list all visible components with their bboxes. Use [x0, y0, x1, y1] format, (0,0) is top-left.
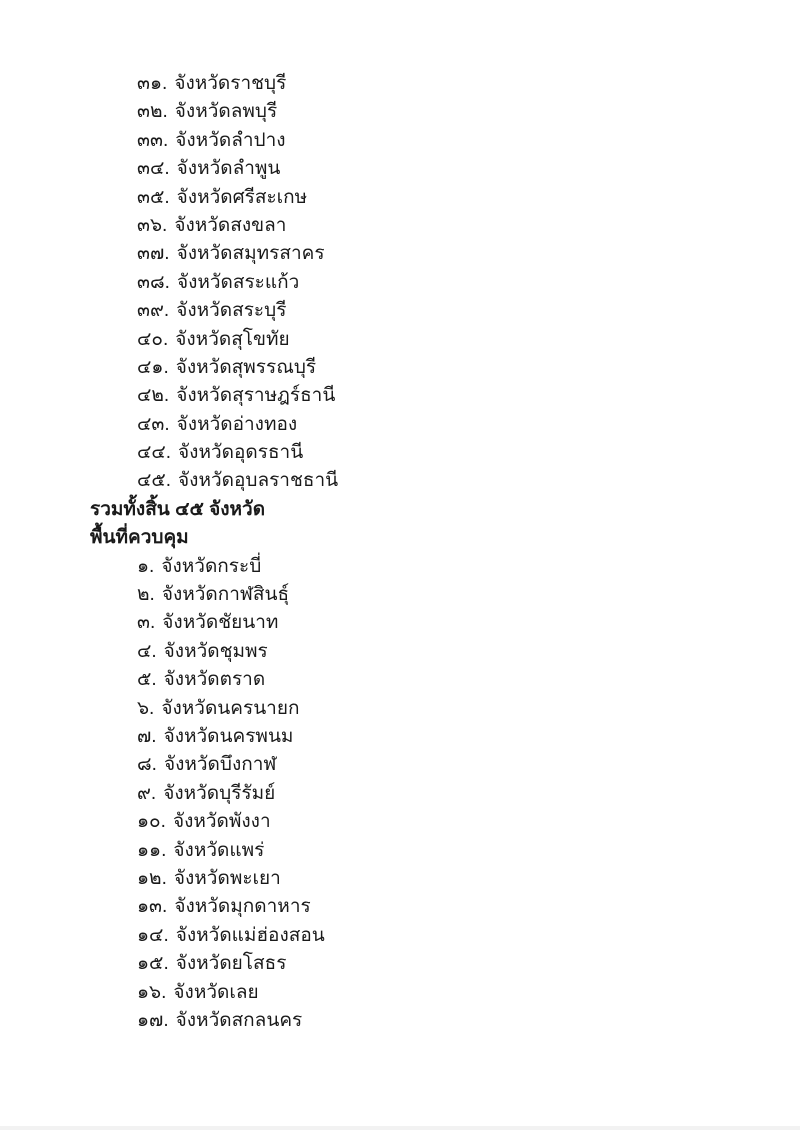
province-name: จังหวัดชัยนาท	[162, 612, 279, 634]
page-bottom-edge	[0, 1126, 800, 1130]
province-list-item	[0, 297, 800, 325]
province-list-item	[0, 269, 800, 297]
province-list-item	[0, 808, 800, 836]
item-number: ๙.	[137, 782, 157, 804]
item-number: ๔๓.	[137, 413, 170, 435]
province-name: จังหวัดสุราษฎร์ธานี	[176, 385, 336, 407]
item-number: ๓.	[137, 612, 156, 634]
item-number: ๓๘.	[137, 271, 170, 293]
province-list-item	[0, 666, 800, 694]
province-name: จังหวัดบุรีรัมย์	[163, 782, 276, 804]
item-number: ๑๔.	[137, 924, 169, 946]
province-list-item	[0, 979, 800, 1007]
province-list-item	[0, 127, 800, 155]
province-name: จังหวัดสงขลา	[174, 214, 287, 236]
province-list-item	[0, 837, 800, 865]
province-name: จังหวัดสระแก้ว	[176, 271, 300, 293]
province-list-item	[0, 950, 800, 978]
province-list-item	[0, 212, 800, 240]
province-list-item	[0, 893, 800, 921]
province-list-item	[0, 553, 800, 581]
item-number: ๑๗.	[137, 1009, 169, 1031]
item-number: ๓๙.	[137, 300, 170, 322]
province-list-item	[0, 184, 800, 212]
province-name: จังหวัดมุกดาหาร	[174, 896, 311, 918]
province-list-item	[0, 155, 800, 183]
province-list-item	[0, 411, 800, 439]
item-number: ๖.	[137, 697, 155, 719]
province-name: จังหวัดกระบี่	[161, 555, 262, 577]
province-list-item	[0, 439, 800, 467]
province-list-item	[0, 922, 800, 950]
province-name: จังหวัดสระบุรี	[176, 300, 287, 322]
province-list-item	[0, 751, 800, 779]
province-name: จังหวัดสกลนคร	[175, 1009, 303, 1031]
item-number: ๓๗.	[137, 243, 170, 265]
item-number: ๔.	[137, 640, 157, 662]
item-number: ๕.	[137, 669, 157, 691]
item-number: ๔๔.	[137, 442, 172, 464]
item-number: ๓๓.	[137, 129, 169, 151]
item-number: ๑.	[137, 555, 155, 577]
province-list-item	[0, 695, 800, 723]
item-number: ๑๑.	[137, 839, 167, 861]
total-provinces-line: รวมทั้งสิ้น ๔๕ จังหวัด	[90, 498, 266, 520]
province-list-item	[0, 1007, 800, 1035]
province-list-item	[0, 98, 800, 126]
section-heading-controlled-area: พื้นที่ควบคุม	[90, 527, 189, 549]
province-name: จังหวัดนครพนม	[163, 725, 294, 747]
province-name: จังหวัดราชบุรี	[174, 73, 287, 94]
province-list-item	[0, 382, 800, 410]
province-list-item	[0, 638, 800, 666]
province-name: จังหวัดตราด	[163, 669, 266, 691]
province-name: จังหวัดสุโขทัย	[175, 328, 290, 350]
item-number: ๔๒.	[137, 385, 170, 407]
item-number: ๒.	[137, 584, 155, 606]
province-name: จังหวัดเลย	[173, 981, 259, 1003]
item-number: ๑๓.	[137, 896, 168, 918]
province-name: จังหวัดแพร่	[173, 839, 265, 861]
province-list-item	[0, 467, 800, 495]
item-number: ๓๑.	[137, 73, 168, 94]
province-name: จังหวัดลำปาง	[175, 129, 286, 151]
province-list-item	[0, 70, 800, 98]
item-number: ๗.	[137, 725, 157, 747]
province-name: จังหวัดสุพรรณบุรี	[175, 356, 317, 378]
item-number: ๔๐.	[137, 328, 169, 350]
province-name: จังหวัดพะเยา	[173, 867, 281, 889]
province-name: จังหวัดกาฬสินธุ์	[161, 584, 290, 606]
province-name: จังหวัดพังงา	[172, 811, 271, 833]
province-name: จังหวัดศรีสะเกษ	[176, 186, 308, 208]
province-list-item	[0, 865, 800, 893]
item-number: ๑๕.	[137, 953, 169, 975]
province-list-item	[0, 609, 800, 637]
province-name: จังหวัดสมุทรสาคร	[176, 243, 325, 265]
province-list-item	[0, 354, 800, 382]
province-name: จังหวัดอุดรธานี	[178, 442, 304, 464]
item-number: ๓๖.	[137, 214, 168, 236]
province-list-item	[0, 723, 800, 751]
item-number: ๓๔.	[137, 158, 170, 180]
province-name: จังหวัดลพบุรี	[174, 101, 278, 123]
province-list-lower	[0, 553, 800, 1036]
province-name: จังหวัดบึงกาฬ	[163, 754, 277, 776]
province-name: จังหวัดยโสธร	[175, 953, 287, 975]
province-list-item	[0, 240, 800, 268]
province-list-upper	[0, 70, 800, 496]
province-name: จังหวัดอุบลราชธานี	[178, 470, 339, 492]
item-number: ๓๕.	[137, 186, 170, 208]
province-name: จังหวัดลำพูน	[176, 158, 281, 180]
item-number: ๘.	[137, 754, 157, 776]
province-list-item	[0, 326, 800, 354]
item-number: ๔๑.	[137, 356, 169, 378]
province-name: จังหวัดชุมพร	[163, 640, 268, 662]
province-name: จังหวัดนครนายก	[161, 697, 300, 719]
province-list-item	[0, 581, 800, 609]
province-name: จังหวัดแม่ฮ่องสอน	[175, 924, 325, 946]
item-number: ๑๐.	[137, 811, 166, 833]
province-list-item	[0, 780, 800, 808]
province-name: จังหวัดอ่างทอง	[176, 413, 298, 435]
item-number: ๔๕.	[137, 470, 172, 492]
item-number: ๑๖.	[137, 981, 167, 1003]
item-number: ๓๒.	[137, 101, 168, 123]
item-number: ๑๒.	[137, 867, 167, 889]
